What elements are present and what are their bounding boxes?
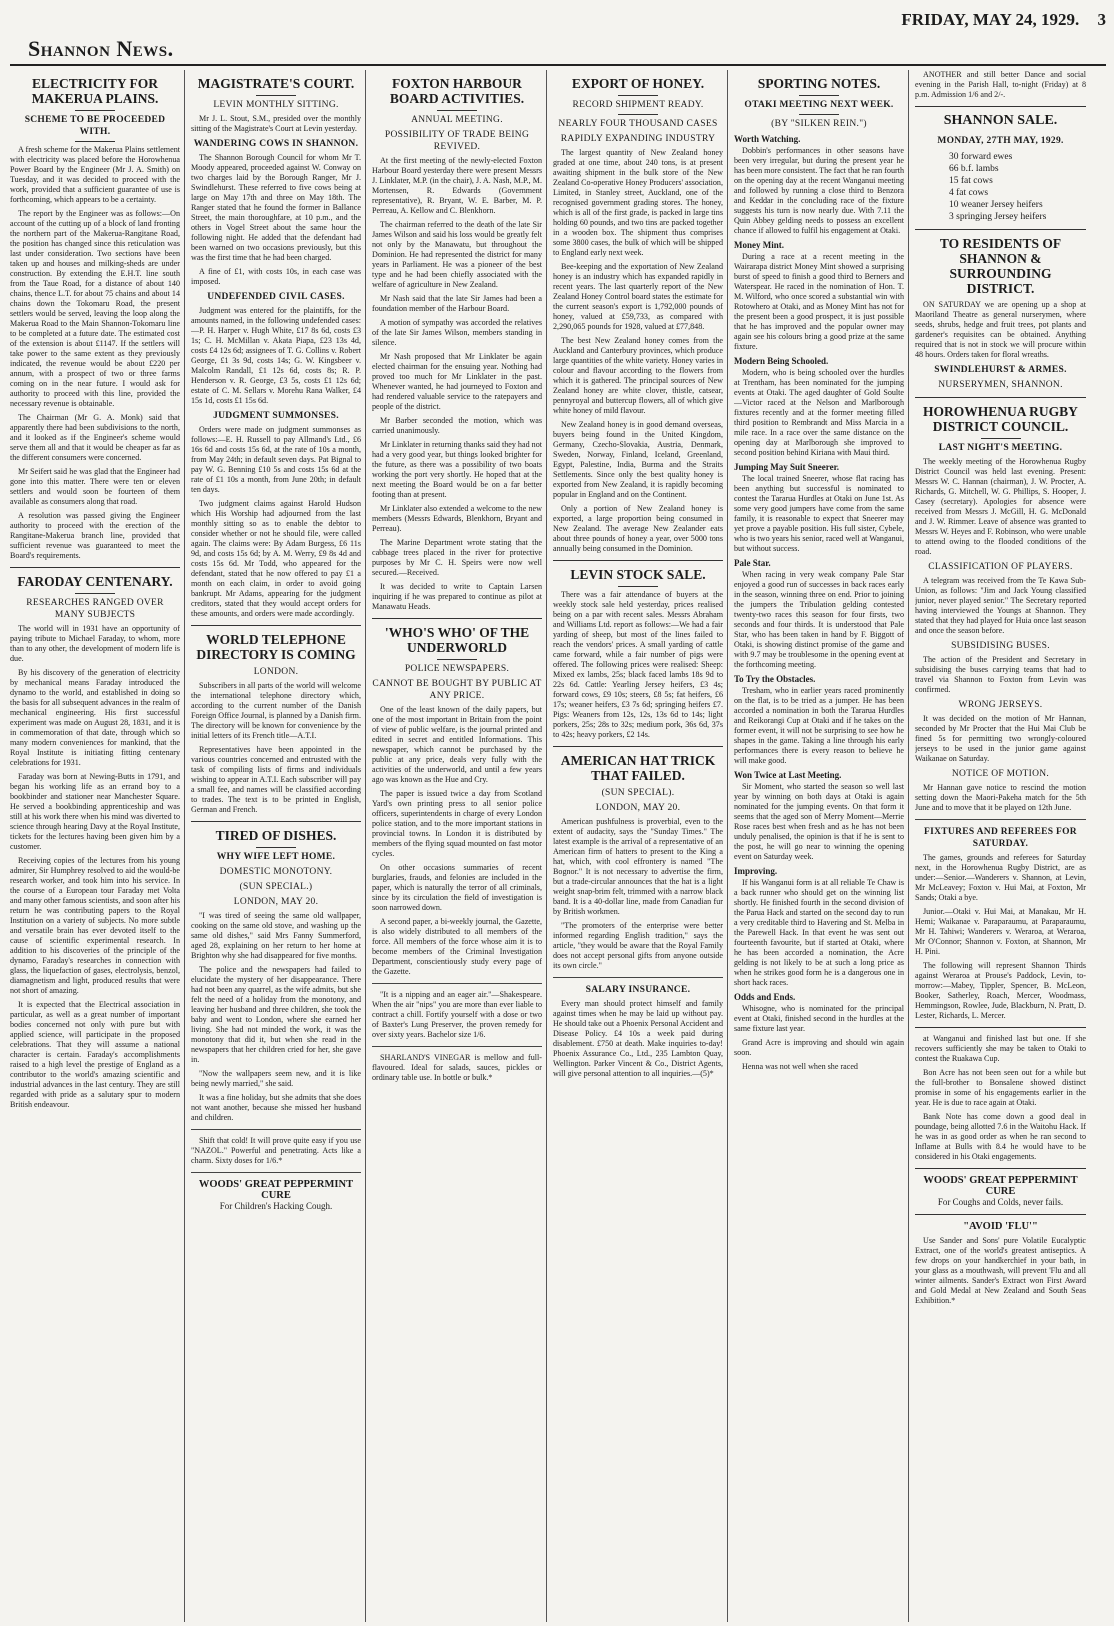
columns [10,70,1106,1622]
column-4 [553,70,728,1622]
paragraph: Bank Note has come down a good deal in poundage, being allotted 7.6 in the Waitohu Hack. If he was in as good order as when he ran second to Inflame at Bulls with 8.4 he would have to be considered in his Otaki engagements. [915,1112,1086,1161]
subheadline: LEVIN MONTHLY SITTING. [213,100,339,110]
article-separator [372,983,542,984]
paragraph: A telegram was received from the Te Kawa Sub-Union, as follows: "Jim and Jack Young classified junior, never played senior." The Secretary reported having interviewed the Youngs at Shannon. They stated that they had played for Huia once last season and once the season before. [915,576,1086,635]
article-separator [372,1046,542,1047]
advertisement [191,1179,361,1212]
column-3 [372,70,547,1622]
paragraph: "The promoters of the enterprise were better informed regarding English tradition," says the article, "they would be aware that the Royal Family does not accept personal gifts from anyone outside its own circle." [553,921,723,970]
paragraph: The action of the President and Secretary in subsidising the buses carrying teams that had to travel via Shannon to Foxton from Levin was confirmed. [915,655,1086,694]
headline: FARODAY CENTENARY. [17,574,173,589]
paragraph: The best New Zealand honey comes from the Auckland and Canterbury provinces, which produce large quantities of the white variety. Honey varies in colour and flavour according to the flowers from which it is gathered. The principal sources of New Zealand honey are white clover, thistle, catsear, pennyroyal and buttercup flowers, all of which give white honey of mild flavour. [553,336,723,415]
column-2 [191,70,366,1622]
paragraph: A second paper, a bi-weekly journal, the Gazette, is also widely distributed to all members of the force. All members of the force whose aim it is to become members of the Criminal Investigation Department, conscientiously study every page of the Gazette. [372,917,542,976]
paragraph: Mr J. L. Stout, S.M., presided over the monthly sitting of the Magistrate's Court at Levin yesterday. [191,114,361,133]
article-separator [915,1027,1086,1028]
section-heading: Jumping May Suit Sneerer. [734,462,840,472]
subheadline: WHY WIFE LEFT HOME. [216,852,336,862]
paragraph: The local trained Sneerer, whose flat racing has been anything but successful is nominated to contest the Tararua Hurdles at Otaki on June 1st. As some very good jumpers have come from the same family, it is reasonable to expect that Sneerer may yet prove a payable position. His full sister, Cybele, who is two years his senior, raced well at Wanganui, but without success. [734,474,904,553]
paragraph: Dobbin's performances in other seasons have been very irregular, but during the present year he has been more consistent. The fact that he ran fourth on the opening day at the recent Wanganui meeting and followed by running a close third to Benzora and Keddar in the concluding race of the fixture suggests his turn is now nearly due. With 7.11 the Quin Abbey gelding needs to possess an excellent chance if allowed to fulfil his engagement at Otaki. [734,146,904,235]
ad-text: For Coughs and Colds, never fails. [937,1197,1064,1207]
divider [75,141,115,142]
headline: ELECTRICITY FOR MAKERUA PLAINS. [31,76,159,106]
byline: (BY "SILKEN REIN.") [771,119,867,129]
subheadline: DOMESTIC MONOTONY. [219,867,333,877]
paragraph: ON SATURDAY we are opening up a shop at Maoriland Theatre as general nurserymen, where seeds, shrubs, hedge and fruit trees, pot plants and gardener's requisites can be obtained. Anything required that is not in stock we will procure within 48 hours. Orders taken for floral wreaths. [915,300,1086,359]
list-item: 3 springing Jersey heifers [949,212,1047,222]
advertisement [915,1221,1086,1232]
paragraph: A fine of £1, with costs 10s, in each case was imposed. [191,267,361,286]
list-item: 4 fat cows [949,188,989,198]
paragraph: By his discovery of the generation of electricity by mechanical means Faraday introduced the dynamo to the world, and established in doing so the basis for all subsequent advances in the realm of mechanical engineering. His first successful experiment was made on August 28, 1831, and it is in commemoration of that date, through which so many modern conveniences for mankind, that the Royal Institute is initiating fitting centenary celebrations for 1931. [10,668,180,767]
article-separator [191,1172,361,1173]
section-heading: Worth Watching. [734,134,801,144]
paragraph: On other occasions summaries of recent burglaries, frauds, and felonies are included in the paper, which is naturally the terror of all criminals, since by its circulation the field of investigation is soon narrowed down. [372,863,542,912]
paragraph: There was a fair attendance of buyers at the weekly stock sale held yesterday, prices realised being on a par with recent sales. Messrs Abraham and Williams Ltd. report as follows:—We had a fair yarding of sheep, but most of the lines failed to reach the vendors' prices. A small yarding of cattle came forward, while a fair number of pigs were offered. The following prices were realised: Sheep: Mixed ex lambs, 25s; black faced lambs 18s 9d to 22s 6d. Cattle: Yearling Jersey heifers, £3 4s; forward cows, £9 10s; steers, £8 5s; fat heifers, £6 17s; weaner heifers, £3 7s 6d; springing heifers £7. Pigs: Weaners from 12s, 12s, 13s 6d to 14s; light porkers, 25s; 28s to 32s; medium pork, 36s 6d, 37s to 42s; heavy porkers, £2 14s. [553,590,723,739]
paper-name: Shannon News. [28,36,174,61]
article-separator [553,977,723,978]
paragraph: The world will in 1931 have an opportunity of paying tribute to Michael Faraday, to whom, more than to any other, the development of modern life is due. [10,624,180,663]
article-separator [10,567,180,568]
signature: NURSERYMEN, SHANNON. [938,380,1063,390]
advertisement: Every man should protect himself and family against times when he may be laid up without pay. He should take out a Phoenix Personal Accident and Disease Policy. £4 10s a week paid during disablement. £750 at death. Make inquiries to-day! Phoenix Assurance Co., Ltd., 235 Lambton Quay, Wellington. Parker Vincent & Co., District Agents, will give personal attention to all inquiries.—(5)* [553,999,723,1078]
paragraph: Bon Acre has not been seen out for a while but the full-brother to Bonsalene showed distinct promise in some of his engagements earlier in the year. He is due to race again at Otaki. [915,1068,1086,1107]
section-heading: To Try the Obstacles. [734,674,816,684]
headline: TIRED OF DISHES. [215,828,337,843]
paragraph: Junior.—Otaki v. Hui Mai, at Manakau, Mr H. Hemi; Waikanae v. Paraparaumu, at Paraparaumu, Mr H. Tahiwi; Wanderers v. Weraroa, at Weraroa, Mr O'Connor; Shannon v. Foxton, at Shannon, Mr H. Pini. [915,907,1086,956]
masthead [10,6,1106,64]
section-heading: Improving. [734,866,778,876]
dateline-text: LONDON, MAY 20. [595,803,681,813]
paragraph: It was decided on the motion of Mr Hannan, seconded by Mr Procter that the Hui Mai Club be fined 5s for permitting two wrongly-coloured jerseys to be used in the junior game against Waikanae on Saturday. [915,714,1086,763]
paragraph: The following will represent Shannon Thirds against Weraroa at Prouse's Paddock, Levin, to-morrow:—Mabey, Tippler, Spencer, B. McLeon, Booker, Satherley, Roach, Mercer, Woodmass, Hemmingson, Rowlee, Jude, Blackburn, N. Pratt, D. Lester, Richards, L. Mercer. [915,961,1086,1020]
divider [799,114,839,115]
paragraph: Sir Moment, who started the season so well last year by winning on both days at Otaki is again nominated for the jumping events. On that form it seems that the aged son of Merry Moment—Merrie Rose races best when fresh and as he has not been unduly penalised, the opinion is that if he is sent to the post, he will go near to winning the opening event on Saturday week. [734,782,904,861]
paragraph: Mr Nash proposed that Mr Linklater be again elected chairman for the ensuing year. Nothing had proved too much for Mr Linklater in the past. Whenever wanted, he had journeyed to Foxton and had rendered valuable service to the ratepayers and people of the district. [372,352,542,411]
advertisement: ANOTHER and still better Dance and social evening in the Parish Hall, to-night (Friday) at 8 p.m. Admission 1/6 and 2/-. [915,70,1086,99]
section-heading: Modern Being Schooled. [734,356,829,366]
column-1 [10,70,185,1622]
subheadline: RESEARCHES RANGED OVER MANY SUBJECTS [26,598,164,620]
article-separator [915,397,1086,398]
sale-list [915,151,1086,223]
ad-title: "AVOID 'FLU'" [963,1221,1038,1232]
paragraph: Henna was not well when she raced [742,1062,858,1071]
subheadline: LAST NIGHT'S MEETING. [938,443,1063,453]
paragraph: American pushfulness is proverbial, even to the extent of audacity, says the "Sunday Times." The latest example is the arrival of a representative of an American firm of hatters to present to the King a hat, which, with cool effrontery is named "The Bognor." It is not necessary to advertise the firm, but a trade-circular announces that the hat is a light weight snap-brim felt, trimmed with a narrow black band. It is a 40-dollar line, made from Canadian fur by British workmen. [553,817,723,916]
section-heading: NOTICE OF MOTION. [951,769,1050,779]
paragraph: When racing in very weak company Pale Star enjoyed a good run of successes in back races early in the season, winning three on end. Prior to joining the jumpers the Tribulation gelding contested twenty-two races this season for four firsts, two seconds and four thirds. It is understood that Pale Star, who has been taken in hand by F. Biggott of Otaki, is showing distinct promise of the game and with 9.7 may be troublesome in the opening event at the forthcoming meeting. [734,570,904,669]
headline: TO RESIDENTS OF SHANNON & SURROUNDING DISTRICT. [939,236,1062,296]
paragraph: The police and the newspapers had failed to elucidate the mystery of her disappearance. There had not been any quarrel, as the wife admits, but she felt the need of a holiday from the monotony, and leaving her husband and three children, she took the baby and went to London, where she earned her living. She had not minded the work, it was the monotony that did it, but when she read in the newspapers that her children cried for her, she gave in. [191,965,361,1064]
headline: HOROWHENUA RUGBY DISTRICT COUNCIL. [923,404,1078,434]
article-separator [191,1129,361,1130]
paragraph: Mr Barber seconded the motion, which was carried unanimously. [372,416,542,435]
headline: FIXTURES AND REFEREES FOR SATURDAY. [924,827,1077,849]
issue-date: FRIDAY, MAY 24, 1929. [901,10,1080,29]
paragraph: Whisogne, who is nominated for the principal event at Otaki, finished second in the hurdles at the same fixture last year. [734,1004,904,1033]
list-item: 15 fat cows [949,176,993,186]
paragraph: The Shannon Borough Council for whom Mr T. Moody appeared, proceeded against W. Conway on two charges laid by the Borough Ranger, Mr J. Swindlehurst. These referred to five cows being at large on May 17th and three on May 18th. The Ranger stated that he found the former in Ballance Street, the main thoroughfare, at 10 p.m., and the others in Vogel Street about the same hour the following night. He added that the defendant had been warned on two occasions previously, but this was the first time that he had been charged. [191,153,361,262]
dateline-text: (SUN SPECIAL). [601,788,675,798]
paragraph: Subscribers in all parts of the world will welcome the international telephone directory which, according to the current number of the Danish Foreign Office Journal, is planned by a Danish firm. The directory will be known for convenience by the initial letters of its French title—A.T.I. [191,681,361,740]
paragraph: Tresham, who in earlier years raced prominently on the flat, is to be tried as a jumper. He has been accorded a nomination in both the Tararua Hurdles and Reikorangi Cup at Otaki and if he takes on the former event, it will not be surprising to see how he shapes in the game. Taking a line through his early performances there is every reason to believe he will make good. [734,686,904,765]
headline: WORLD TELEPHONE DIRECTORY IS COMING [196,632,356,662]
headline: MAGISTRATE'S COURT. [197,76,355,91]
paragraph: The report by the Engineer was as follows:—On account of the cutting up of a block of land fronting the northern part of the Makerua-Rangitane Road, the position has changed since this reticulation was last under consideration. Two sections have been taken up and houses and milking-sheds are under construction. By extending the E.H.T. line south from the Taue Road, for a distance of about 140 chains, thence L.T. for about 75 chains and about 14 chains down the Tokomaru Road, the present settlers would be served, leaving the loop along the Makerua Road to the Main Shannon-Tokomaru line to be completed at a future date. The estimated cost of the extension is about £1147. If the settlers will take power to the same extent as they previously indicated, the revenue would be about £220 per annum, with a prospect of two or three farms coming on in the near future. I would ask for authority to proceed with this line, provided the necessary revenue is obtainable. [10,209,180,408]
subheadline: CANNOT BE BOUGHT BY PUBLIC AT ANY PRICE. [372,679,542,701]
list-item: 10 weaner Jersey heifers [949,200,1043,210]
paragraph: Mr Seifert said he was glad that the Engineer had gone into this matter. There were ten or eleven settlers and would soon be fourteen of them available as consumers along that road. [10,467,180,506]
advertisement: "It is a nipping and an eager air."—Shakespeare. When the air "nips" you are more than ever liable to contract a chill. Fortify yourself with a dose or two of Baxter's Lung Preserver, the proven remedy for over sixty years. Bachelor size 1/6. [372,990,542,1039]
paragraph: Judgment was entered for the plaintiffs, for the amounts named, in the following undefended cases:—P. H. Harper v. Hugh White, £17 8s 6d, costs £3 1s; C. H. McMillan v. Akata Piapa, £23 13s 4d, costs £4 12s 6d; assignees of T. G. Collins v. Robert George, £1 3s 9d, costs 14s; G. W. Kingsbeer v. Malcolm Randall, £1 12s 6d, costs 8s; R. P. Henderson v. R. George, £3 5s, costs £1 12s 6d; estate of C. M. Sellars v. Morehu Rana Walker, £4 15s 1d, costs £1 15s 6d. [191,306,361,405]
divider [799,95,839,96]
article-separator [191,821,361,822]
article-separator [915,1168,1086,1169]
paragraph: New Zealand honey is in good demand overseas, buyers being found in the United Kingdom, Germany, Czecho-Slovakia, Austria, Denmark, Sweden, Norway, Finland, Iceland, Greenland, Egypt, Palestine, India, Burma and the Straits Settlements. Since only the best quality honey is exported from New Zealand, it is rapidly becoming popular in England and on the Continent. [553,420,723,499]
masthead-rule [10,64,1106,66]
paragraph: The chairman referred to the death of the late Sir James Wilson and said his loss would be greatly felt not only by the Manawatu, but throughout the Dominion. He had represented the district for many years in Parliament. He was a pioneer of the best type and he had been chiefly associated with the welfare of agriculture in New Zealand. [372,220,542,289]
column-5 [734,70,909,1622]
article-separator [915,1214,1086,1215]
subheadline: RAPIDLY EXPANDING INDUSTRY [560,134,716,144]
divider [981,438,1021,439]
section-heading: UNDEFENDED CIVIL CASES. [207,292,345,302]
article-separator [915,106,1086,107]
paragraph: Mr Linklater also extended a welcome to the new members (Messrs Edwards, Blenkhorn, Bryant and Perreau). [372,504,542,533]
dateline-text: LONDON. [253,667,299,677]
list-item: 66 b.f. lambs [949,164,999,174]
signature: SWINDLEHURST & ARMES. [934,365,1067,375]
headline: LEVIN STOCK SALE. [570,567,706,582]
paragraph: The largest quantity of New Zealand honey graded at one time, about 240 tons, is at present awaiting shipment in the bulk store of the New Zealand Co-operative Honey Producers' association, Limited, in Stanley street, Auckland, one of the recognised government grading stores. The honey, which is all of the first grade, is packed in large tins holding 60 pounds, and two tins are packed together in a wooden box. The shipment thus comprises some 3800 cases, the bulk of which will be shipped to England early next week. [553,148,723,257]
sale-date: MONDAY, 27TH MAY, 1929. [937,136,1064,146]
article-separator [553,746,723,747]
subheadline: ANNUAL MEETING. [411,115,503,125]
paragraph: Bee-keeping and the exportation of New Zealand honey is an industry which has expanded rapidly in recent years. The last quarterly report of the New Zealand Honey Control board states the estimate for the current season's export is 1,792,000 pounds of honey, valued at £59,733, as compared with 2,290,065 pounds for 1928, valued at £77,848. [553,262,723,331]
section-heading: WRONG JERSEYS. [958,700,1043,710]
article-separator [553,560,723,561]
paragraph: The Chairman (Mr G. A. Monk) said that apparently there had been subdivisions to the north, and it looked as if the Engineer's scheme would serve them all and that it would be cheaper as far as the different consumers were concerned. [10,413,180,462]
paragraph: Faraday was born at Newing-Butts in 1791, and began his working life as an errand boy to a bookbinder and stationer near Manchester Square. He served a bookbinding apprenticeship and was still at his work there when his mind was diverted to science through hearing Davy at the Royal Institute, tickets for the lectures having been given him by a customer. [10,772,180,851]
paragraph: Receiving copies of the lectures from his young admirer, Sir Humphrey resolved to aid the would-be research worker, and took him into his service. In the course of a European tour Faraday met Volta and many other famous scientists, and soon after his return he was contributing papers to the Royal Institution on a variety of subjects. No more subtle and versatile brain has ever devoted itself to the cause of scientific experimental research. In addition to his discoveries of the principle of the dynamo, Faraday's researches in connection with glass, the liquefaction of gases, electrolysis, benzol, diamagnetism and light, produced results that were not short of amazing. [10,856,180,995]
subheadline: POSSIBILITY OF TRADE BEING REVIVED. [384,130,530,152]
paragraph: It was decided to write to Captain Larsen inquiring if he was prepared to continue as pilot at Manawatu Heads. [372,582,542,611]
paragraph: If his Wanganui form is at all reliable Te Chaw is a back runner who should get on the winning list shortly. He finished fourth in the second division of the Parua Hack and started on the second day to run a very creditable third to Havering and St. Melba in the Parewell Hack. In that event he was sent out fourteenth favourite, but if started at Otaki, where he has been accorded a nomination, the Acre gelding is not likely to be at such a long price as when he strikes good form he is a dangerous one in short hack races. [734,878,904,987]
dateline-text: (SUN SPECIAL.) [239,882,313,892]
paragraph: Mr Hannan gave notice to rescind the motion setting down the Maori-Pakeha match for the 5th June and to move that it be played on 12th June. [915,783,1086,812]
paragraph: Modern, who is being schooled over the hurdles at Trentham, has been nominated for the jumping events at Otaki. The aged daughter of Gold Soulte—Victor raced at the Nelson and Marlborough fixtures recently and at the former meeting filled third position to Rembrandt and Miss Marcia in a mile race. In a race over the same distance on the opening day at Marlborough she improved to second position behind Kiriana with Maui third. [734,368,904,457]
section-heading: Won Twice at Last Meeting. [734,770,842,780]
article-separator [191,625,361,626]
paragraph: It was a fine holiday, but she admits that she does not want another, because she missed her husband and children. [191,1093,361,1122]
advertisement: SHARLAND'S VINEGAR is mellow and full-flavoured. Ideal for salads, sauces, pickles or ordinary table use. In bottle or bulk.* [372,1053,542,1082]
paragraph: The paper is issued twice a day from Scotland Yard's own printing press to all senior police officers, superintendents in charge of every London police station, and to the more important stations in provincial towns. In London it is distributed by members of the flying squad mounted on fast motor cycles. [372,789,542,858]
headline: 'WHO'S WHO' OF THE UNDERWORLD [384,625,530,655]
divider [618,114,658,115]
ad-title: WOODS' GREAT PEPPERMINT CURE [198,1179,354,1201]
paragraph: The Marine Department wrote stating that the cabbage trees placed in the river for protective purposes by Mr C. H. Speirs were now well secured.—Received. [372,538,542,577]
section-heading: Pale Star. [734,558,771,568]
divider [75,110,115,111]
divider [437,110,477,111]
subheadline: SCHEME TO BE PROCEEDED WITH. [24,115,166,137]
paragraph: The weekly meeting of the Horowhenua Rugby District Council was held last evening. Present: Messrs W. C. Hannan (chairman), J. W. Procter, A. Richards, G. Mitchell, W. G. Phillips, S. Hooper, J. Casey (secretary). Apologies for absence were received from Messrs J. McGill, H. G. McDonald and J. W. Rimmer. Leave of absence was granted to Messrs W. Heyes and F. Robinson, who were unable to attend owing to the flooded conditions of the road. [915,457,1086,556]
paragraph: at Wanganui and finished last but one. If she recovers sufficiently she may be taken to Otaki to contest the Ruakawa Cup. [915,1034,1086,1063]
headline: SPORTING NOTES. [757,76,881,91]
subheadline: OTAKI MEETING NEXT WEEK. [744,100,894,110]
paragraph: At the first meeting of the newly-elected Foxton Harbour Board yesterday there were present Messrs J. Linklater, M.P. (in the chair), J. A. Nash, M.P., M. Mortensen, R. Edwards (Government representative), R. Bryant, W. E. Barber, M. P. Perreau, A. Kellow and C. Blenkhorn. [372,156,542,215]
section-heading: JUDGMENT SUMMONSES. [213,411,339,421]
advertisement: Shift that cold! It will prove quite easy if you use "NAZOL." Powerful and penetrating. Acts like a charm. Sixty doses for 1/6.* [191,1136,361,1165]
paragraph: During a race at a recent meeting in the Wairarapa district Money Mint showed a surprising burst of speed to finish a good third to Berners and Waterspear. He raced in the nomination of Hon. T. M. Wilford, who once scored a substantial win with Rotowhero at Otaki, and as Money Mint has not for the present been a good prospect, it is just possible that he has improved and the popular owner may again see his colours bring a good prize at the same fixture. [734,252,904,351]
advertisement: Use Sander and Sons' pure Volatile Eucalyptic Extract, one of the world's greatest antiseptics. A few drops on your handkerchief in your bath, in your glass as a mouthwash, will prevent 'Flu and all winter ailments. Sander's Extract won First Award and Gold Medal at New Zealand and South Seas Exhibition.* [915,1236,1086,1305]
divider [618,95,658,96]
paragraph: A resolution was passed giving the Engineer authority to proceed with the erection of the Rangitane-Makerua branch line, provided that sufficient revenue was guaranteed to meet the Board's requirements. [10,511,180,560]
divider [256,95,296,96]
paragraph: Mr Nash said that the late Sir James had been a foundation member of the Harbour Board. [372,294,542,313]
paragraph: The games, grounds and referees for Saturday next, in the Horowhenua Rugby District, are as under:—Senior.—Wanderers v. Shannon, at Levin, Mr McLeavey; Foxton v. Hui Mai, at Foxton, Mr Sands; Otaki a bye. [915,853,1086,902]
article-separator [372,618,542,619]
section-heading: Odds and Ends. [734,992,796,1002]
divider [618,586,658,587]
section-heading: WANDERING COWS IN SHANNON. [193,139,359,149]
headline: EXPORT OF HONEY. [571,76,705,91]
ad-title: WOODS' GREAT PEPPERMINT CURE [923,1175,1078,1197]
section-heading: SUBSIDISING BUSES. [951,641,1050,651]
paragraph: Orders were made on judgment summonses as follows:—E. H. Russell to pay Allmand's Ltd., £6 16s 6d and costs 15s 6d, at the rate of 10s a month, from May 24th; in default seven days. Pat Bignal to pay W. G. Benning £10 5s and costs 15s 6d at the rate of £1 10s a month, from June 20th; in default ten days. [191,425,361,494]
paragraph: Two judgment claims against Harold Hudson which His Worship had adjourned from the last monthly sitting so as to enable the debtor to consider whether or not he should file, were called again. The claims were: By Adam Burgess, £6 11s 9d, and costs 15s 6d; by A. M. Werry, £9 8s 4d and costs 15s 6d. Mr Todd, who appeared for the defendant, stated that he now offered to pay £1 a month on each claim, in order to avoid going bankrupt. Mr Adams, appearing for the judgment creditors, stated that they would accept orders for these amounts, and orders were made accordingly. [191,499,361,618]
divider [437,659,477,660]
paragraph: Representatives have been appointed in the various countries concerned and entrusted with the task of compiling lists of firms and individuals wishing to appear in A.T.I. Each subscriber will pay a small fee, and names will be classified according to trades. The text is to be printed in English, German and French. [191,745,361,814]
subheadline: POLICE NEWSPAPERS. [404,664,510,674]
article-separator [915,819,1086,820]
dateline [901,6,1106,30]
headline: FOXTON HARBOUR BOARD ACTIVITIES. [389,76,525,106]
article-separator [915,229,1086,230]
subheadline: NEARLY FOUR THOUSAND CASES [558,119,718,129]
section-heading: SALARY INSURANCE. [585,985,691,995]
headline: AMERICAN HAT TRICK THAT FAILED. [560,753,716,783]
advertisement [915,1175,1086,1208]
paragraph: "I was tired of seeing the same old wallpaper, cooking on the same old stove, and washing up the same old dishes," said Mrs Fanny Summerford, aged 28, explaining on her return to her home at Brighton why she had disappeared for five months. [191,911,361,960]
page-number: 3 [1097,10,1106,29]
subheadline: RECORD SHIPMENT READY. [572,100,704,110]
ad-text: For Children's Hacking Cough. [219,1201,333,1211]
column-6 [915,70,1090,1622]
section-heading: Money Mint. [734,240,784,250]
paragraph: One of the least known of the daily papers, but one of the most important in Britain from the point of view of public welfare, is the journal printed and edited in secret and entitled Informations. This newspaper, which cannot be purchased by the public at any price, deals very fully with the activities of the underworld, and until a few years ago was known as the Hue and Cry. [372,705,542,784]
paragraph: It is expected that the Electrical association in particular, as well as a great number of important bodies concerned not only with pure but with applied science, will participate in the proposed celebrations. That they will assume a national character is certain. Faraday's accomplishments raised to a high level the prestige of England as a contributor to the world's amazing scientific and industrial advances in the last century. They are still regarded with pride as a salutary spur to modern British endeavour. [10,1000,180,1109]
dateline-text: LONDON, MAY 20. [233,897,319,907]
paragraph: Grand Acre is improving and should win again soon. [734,1038,904,1057]
headline: SHANNON SALE. [943,113,1058,128]
paragraph: Mr Linklater in returning thanks said they had not had a very good year, but things looked brighter for the future, as there was a possibility of two boats working the port very shortly. He hoped that at the next meeting the Board would be on a far better footing than at present. [372,440,542,499]
divider [75,593,115,594]
paragraph: Only a portion of New Zealand honey is exported, a large proportion being consumed in New Zealand. The average New Zealander eats about three pounds of honey a year, over 5000 tons annually being consumed in the Dominion. [553,504,723,553]
divider [256,847,296,848]
paragraph: A fresh scheme for the Makerua Plains settlement with electricity was placed before the Horowhenua Power Board by the Engineer (Mr J. A. Smith) on Tuesday, and it was decided to proceed with the work, provided that a sufficient guarantee of use is forthcoming, which appears to be a certainty. [10,145,180,204]
list-item: 30 forward ewes [949,152,1013,162]
paragraph: A motion of sympathy was accorded the relatives of the late Sir James Wilson, members standing in silence. [372,318,542,347]
paragraph: "Now the wallpapers seem new, and it is like being newly married," she said. [191,1069,361,1088]
section-heading: CLASSIFICATION OF PLAYERS. [928,562,1073,572]
